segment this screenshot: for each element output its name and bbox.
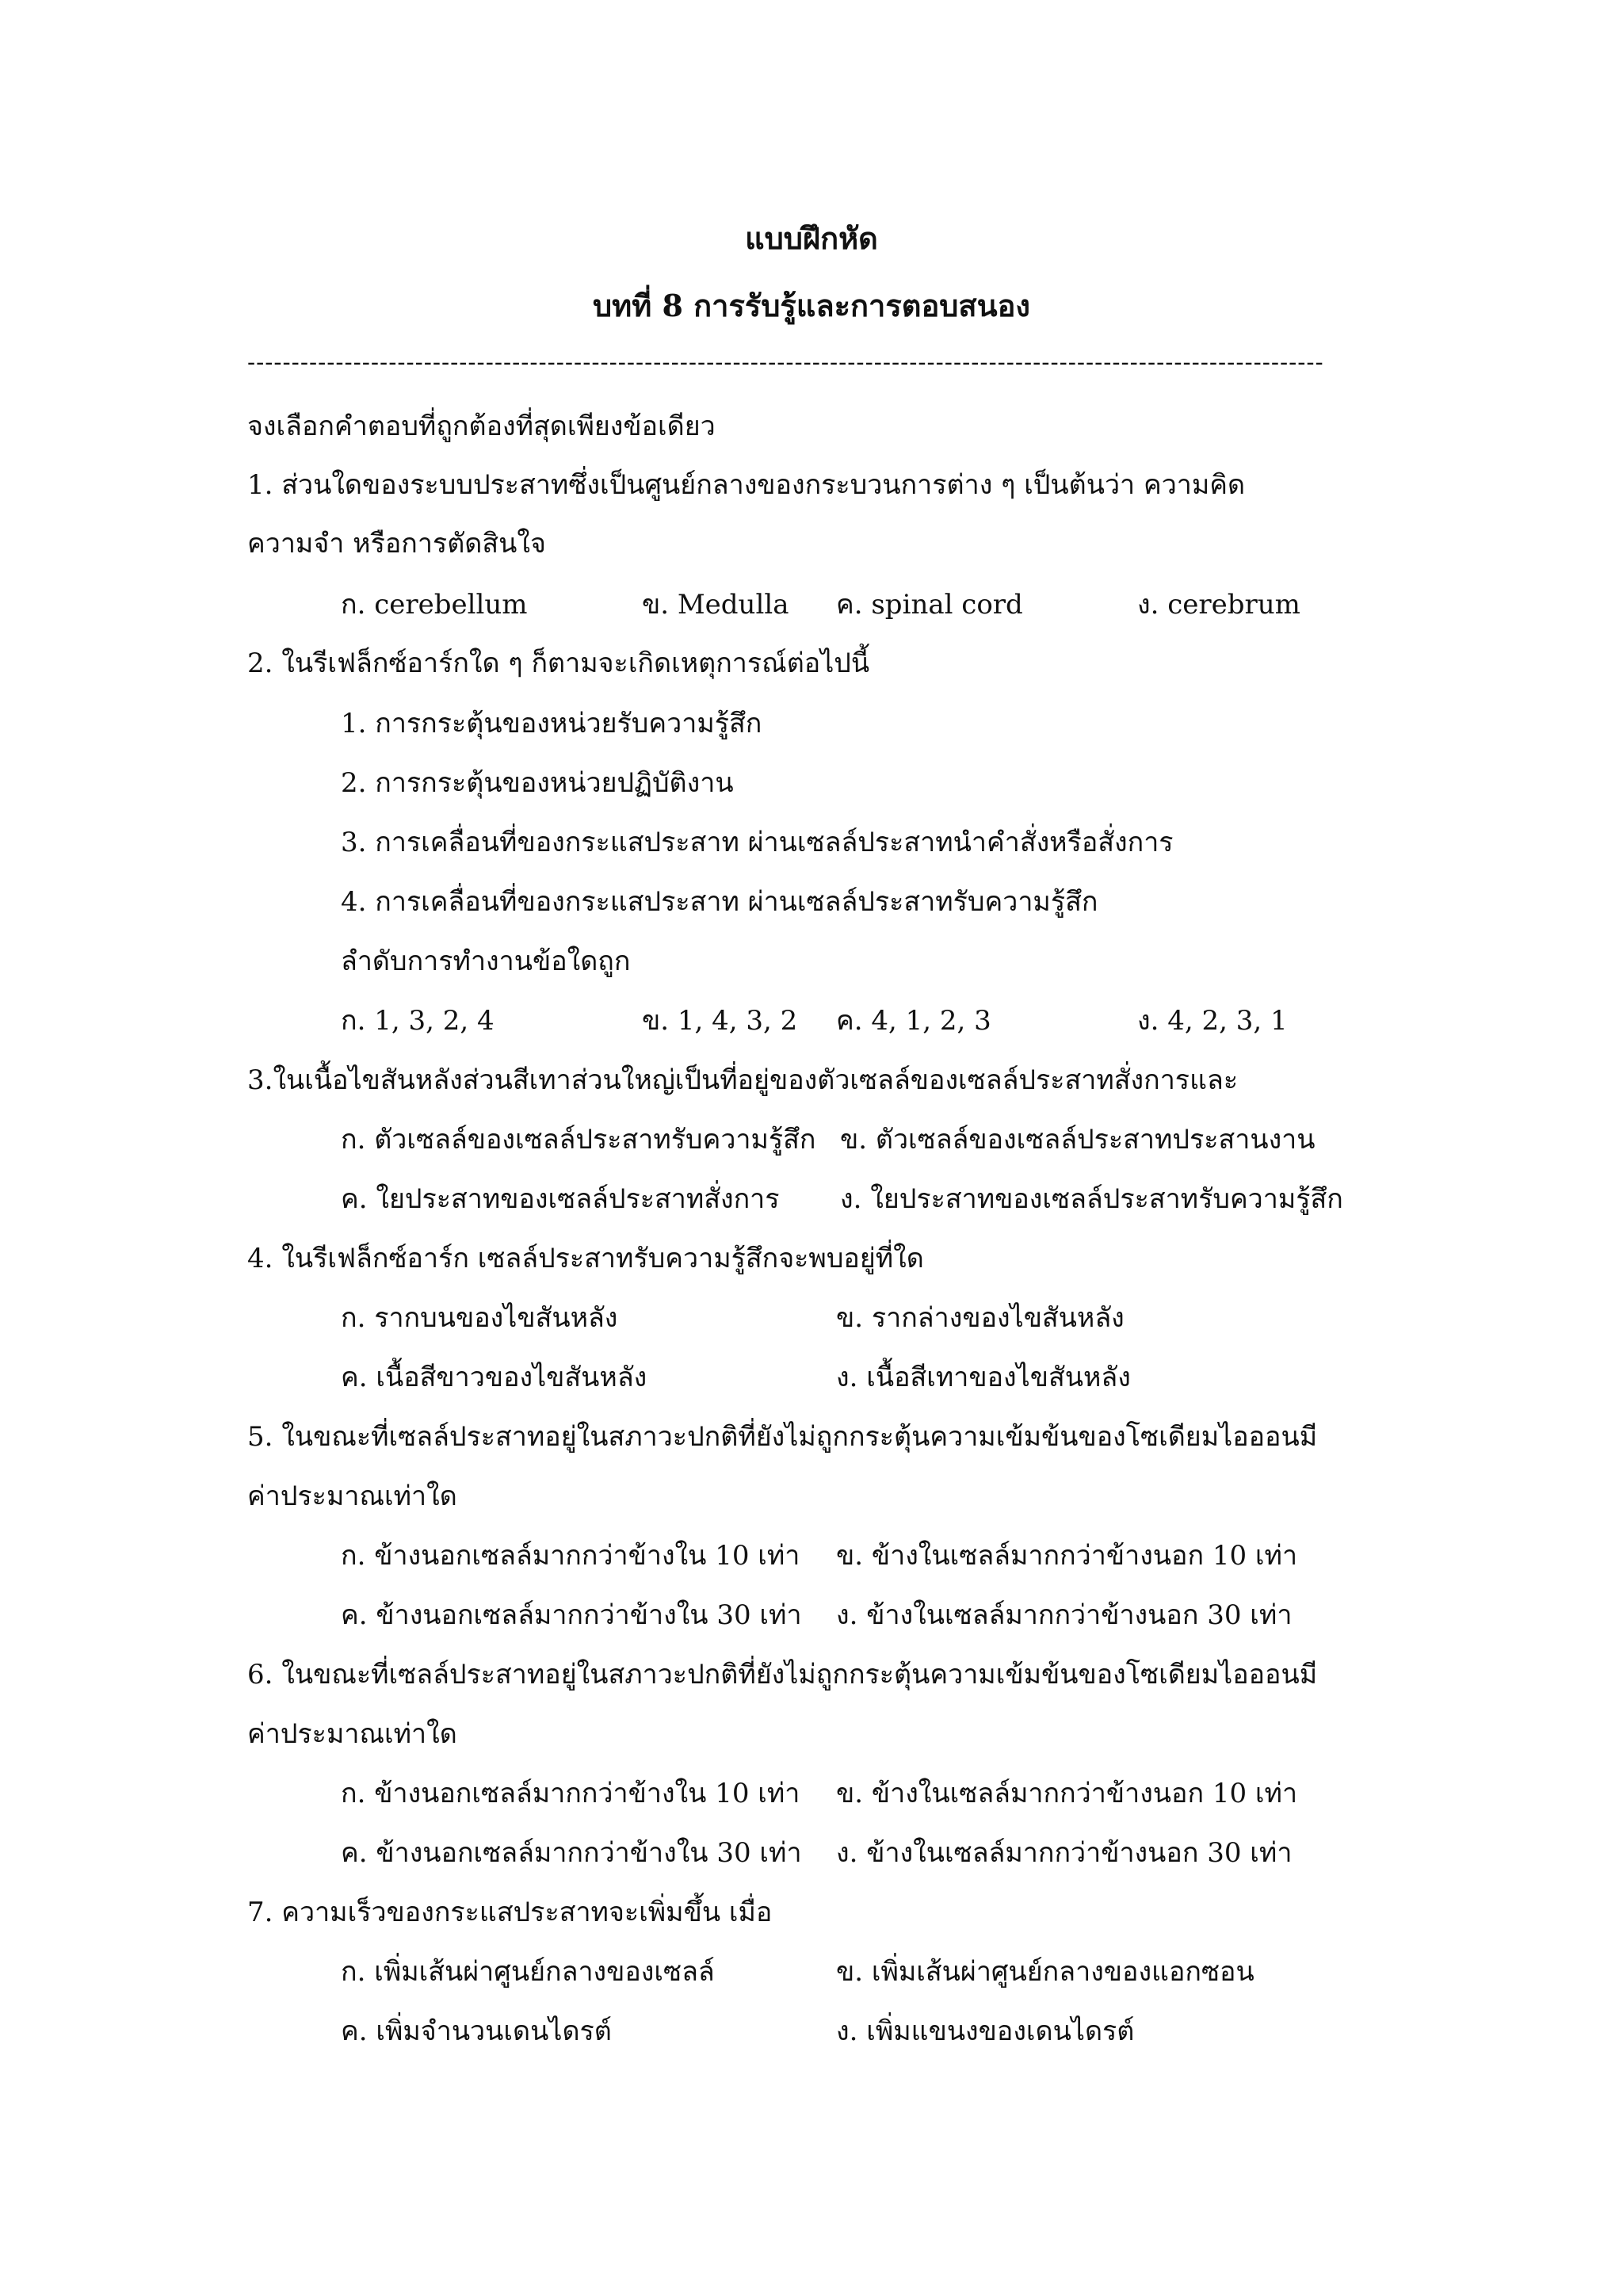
question-5-text-cont: ค่าประมาณเท่าใด xyxy=(247,1480,457,1512)
question-7-option-c: ค. เพิ่มจำนวนเดนไดรต์ xyxy=(341,2015,612,2047)
question-2-item: 1. การกระตุ้นของหน่วยรับความรู้สึก xyxy=(341,708,762,739)
question-1-option-b: ข. Medulla xyxy=(642,589,789,621)
question-2-text: 2. ในรีเฟล็กซ์อาร์กใด ๆ ก็ตามจะเกิดเหตุการณ์ต่อไปนี้ xyxy=(247,648,870,679)
question-1-text-cont: ความจำ หรือการตัดสินใจ xyxy=(247,528,546,560)
question-1-option-c: ค. spinal cord xyxy=(836,589,1023,621)
question-2-option-a: ก. 1, 3, 2, 4 xyxy=(341,1005,495,1037)
question-6-text: 6. ในขณะที่เซลล์ประสาทอยู่ในสภาวะปกติที่ยังไม่ถูกกระตุ้นความเข้มข้นของโซเดียมไอออนมี xyxy=(247,1659,1318,1690)
question-5-text: 5. ในขณะที่เซลล์ประสาทอยู่ในสภาวะปกติที่ยังไม่ถูกกระตุ้นความเข้มข้นของโซเดียมไอออนมี xyxy=(247,1421,1318,1453)
question-3-option-a: ก. ตัวเซลล์ของเซลล์ประสาทรับความรู้สึก xyxy=(341,1124,816,1156)
question-1-option-a: ก. cerebellum xyxy=(341,589,528,621)
question-2-option-d: ง. 4, 2, 3, 1 xyxy=(1137,1005,1288,1037)
question-3-text: 3.ในเนื้อไขสันหลังส่วนสีเทาส่วนใหญ่เป็นที่อยู่ของตัวเซลล์ของเซลล์ประสาทสั่งการและ xyxy=(247,1064,1239,1096)
question-2-item: 3. การเคลื่อนที่ของกระแสประสาท ผ่านเซลล์ประสาทนำคำสั่งหรือสั่งการ xyxy=(341,827,1174,858)
question-3-option-d: ง. ใยประสาทของเซลล์ประสาทรับความรู้สึก xyxy=(840,1183,1343,1215)
question-1-text: 1. ส่วนใดของระบบประสาทซึ่งเป็นศูนย์กลางของกระบวนการต่าง ๆ เป็นต้นว่า ความคิด xyxy=(247,469,1246,501)
question-6-option-d: ง. ข้างในเซลล์มากกว่าข้างนอก 30 เท่า xyxy=(836,1837,1293,1869)
question-7-option-a: ก. เพิ่มเส้นผ่าศูนย์กลางของเซลล์ xyxy=(341,1956,715,1988)
question-7-text: 7. ความเร็วของกระแสประสาทจะเพิ่มขึ้น เมื่อ xyxy=(247,1897,773,1928)
question-4-option-c: ค. เนื้อสีขาวของไขสันหลัง xyxy=(341,1362,647,1393)
question-5-option-c: ค. ข้างนอกเซลล์มากกว่าข้างใน 30 เท่า xyxy=(341,1599,802,1631)
question-5-option-a: ก. ข้างนอกเซลล์มากกว่าข้างใน 10 เท่า xyxy=(341,1540,800,1572)
question-6-option-b: ข. ข้างในเซลล์มากกว่าข้างนอก 10 เท่า xyxy=(836,1778,1298,1809)
question-3-option-b: ข. ตัวเซลล์ของเซลล์ประสาทประสานงาน xyxy=(840,1124,1316,1156)
question-4-text: 4. ในรีเฟล็กซ์อาร์ก เซลล์ประสาทรับความรู้สึกจะพบอยู่ที่ใด xyxy=(247,1243,924,1274)
question-4-option-a: ก. รากบนของไขสันหลัง xyxy=(341,1302,618,1334)
question-1-option-d: ง. cerebrum xyxy=(1137,589,1300,621)
page-title: แบบฝึกหัด xyxy=(745,220,878,256)
question-6-option-c: ค. ข้างนอกเซลล์มากกว่าข้างใน 30 เท่า xyxy=(341,1837,802,1869)
question-3-option-c: ค. ใยประสาทของเซลล์ประสาทสั่งการ xyxy=(341,1183,780,1215)
question-4-option-d: ง. เนื้อสีเทาของไขสันหลัง xyxy=(836,1362,1131,1393)
question-6-text-cont: ค่าประมาณเท่าใด xyxy=(247,1718,457,1750)
question-7-option-b: ข. เพิ่มเส้นผ่าศูนย์กลางของแอกซอน xyxy=(836,1956,1254,1988)
divider-line: -------------------------------------------------------------------------------------------------------------------------- xyxy=(247,349,1324,376)
question-7-option-d: ง. เพิ่มแขนงของเดนไดรต์ xyxy=(836,2015,1135,2047)
question-2-option-b: ข. 1, 4, 3, 2 xyxy=(642,1005,798,1037)
chapter-title: บทที่ 8 การรับรู้และการตอบสนอง xyxy=(593,288,1030,323)
question-5-option-b: ข. ข้างในเซลล์มากกว่าข้างนอก 10 เท่า xyxy=(836,1540,1298,1572)
question-2-item: 4. การเคลื่อนที่ของกระแสประสาท ผ่านเซลล์ประสาทรับความรู้สึก xyxy=(341,886,1098,918)
question-2-option-c: ค. 4, 1, 2, 3 xyxy=(836,1005,991,1037)
question-6-option-a: ก. ข้างนอกเซลล์มากกว่าข้างใน 10 เท่า xyxy=(341,1778,800,1809)
instruction-text: จงเลือกคำตอบที่ถูกต้องที่สุดเพียงข้อเดียว xyxy=(247,411,716,442)
question-2-prompt: ลำดับการทำงานข้อใดถูก xyxy=(341,946,631,977)
question-5-option-d: ง. ข้างในเซลล์มากกว่าข้างนอก 30 เท่า xyxy=(836,1599,1293,1631)
question-2-item: 2. การกระตุ้นของหน่วยปฏิบัติงาน xyxy=(341,767,734,799)
question-4-option-b: ข. รากล่างของไขสันหลัง xyxy=(836,1302,1125,1334)
